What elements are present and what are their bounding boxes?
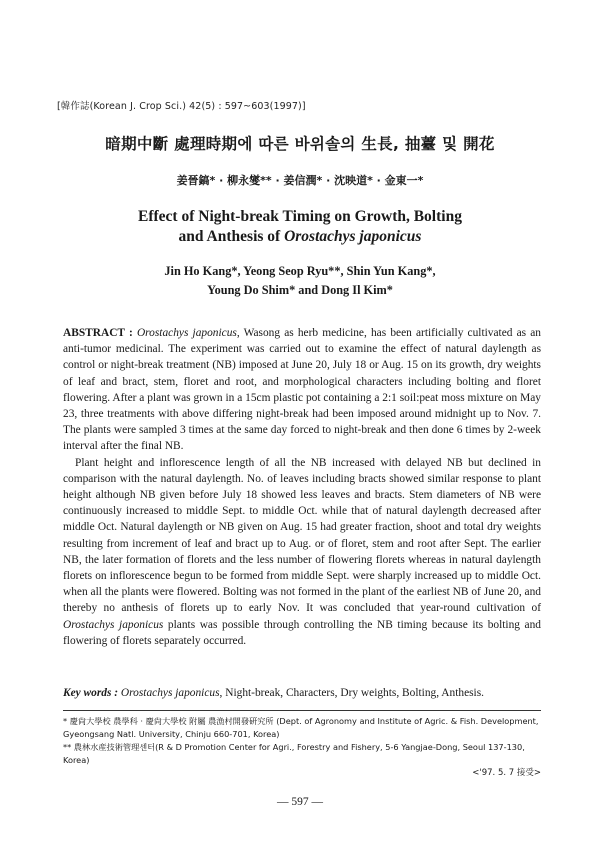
keywords [63,687,541,699]
keywords-label: Key words : [63,687,119,699]
authors-korean: 姜晉鎬* · 柳永燮** · 姜信潤* · 沈映道* · 金東一* [176,174,424,187]
footnote-affiliation-2: ** 農林水産技術管理센터(R & D Promotion Center for Agri., Forestry and Fishery, 5-6 Yangjae-Dong, Seoul 137-130, Korea) [63,742,525,765]
keywords-rest: , Night-break, Characters, Dry weights, Bolting, Anthesis. [219,687,485,699]
abstract-label: ABSTRACT : [63,327,133,339]
title-english-line2 [0,227,600,247]
footnotes [63,715,541,767]
journal-citation: [韓作誌(Korean J. Crop Sci.) 42(5) : 597~603(1997)] [57,101,306,112]
title-korean: 暗期中斷 處理時期에 따른 바위솔의 生長, 抽薹 및 開花 [105,135,495,153]
footnote-divider [63,710,541,711]
abstract-p2-text-b: plants was possible through controlling the NB timing because its bolting and flowering of florets separately occurred. [63,618,541,647]
authors-english [0,262,600,300]
authors-english-line1: Jin Ho Kang*, Yeong Seop Ryu**, Shin Yun Kang*, [164,264,436,278]
abstract [63,325,541,649]
page-number: — 597 — [277,796,323,808]
title-english-line2-prefix: and Anthesis of [178,228,285,245]
abstract-species: Orostachys japonicus [136,327,237,339]
abstract-p2-text-a: Plant height and inflorescence length of all the NB increased with delayed NB but declined in comparison with the natural daylength. No. of leaves including bracts showed similar response to plant height although NB given before July 18 showed less leaves and bracts. Stem diameters of NB were continuously increased to middle Sept. to middle Oct. while that of natural daylength decreased after middle Oct. Natural daylength or NB given on Aug. 15 had greater fraction, shoot and total dry weights resulting from increment of leaf and bract up to Aug. or of floret, stem and root after Sept. The earlier NB, the later formation of florets and the less number of flowering florets whereas in natural daylength florets on inflorescence begun to be formed from middle Sept. were sharply increased up to middle Oct. when all the plants were flowered. Bolting was not formed in the plant of the earliest NB of June 20, and thereby no anthesis of florets up to early Nov. It was concluded that year-round cultivation of [63,456,541,615]
received-date: <'97. 5. 7 接受> [472,768,541,778]
abstract-paragraph-1 [63,325,541,455]
title-english [0,207,600,247]
keywords-species: Orostachys japonicus [120,687,220,699]
title-english-line1: Effect of Night-break Timing on Growth, Bolting [138,208,462,225]
title-english-species: Orostachys japonicus [284,228,422,245]
abstract-p1-text: , Wasong as herb medicine, has been artificially cultivated as an anti-tumor medicinal. The experiment was carried out to examine the effect of natural daylength as control or night-break treatment (NB) imposed at June 20, July 18 or Aug. 15 on its growth, dry weights of leaf and bract, stem, floret and root, and morphological characters including bolting and floret flowering. After a plant was grown in a 15cm plastic pot containing a 2:1 soil:peat moss mixture on May 23, three treatments with above differing night-break had been imposed around midnight up to Nov. 7. The plants were sampled 3 times at the same day forced to night-break and then done 6 times by 2-week interval after the final NB. [63,327,542,453]
abstract-p2-species: Orostachys japonicus [63,618,164,631]
footnote-affiliation-1: * 慶尙大學校 農學科 · 慶尙大學校 附屬 農漁村開發硏究所 (Dept. of Agronomy and Institute of Agric. & Fish. Development, Gyeongsang Natl. University, Chinju 660-701, Korea) [63,716,539,739]
authors-english-line2: Young Do Shim* and Dong Il Kim* [207,283,393,297]
abstract-paragraph-2 [63,455,541,649]
